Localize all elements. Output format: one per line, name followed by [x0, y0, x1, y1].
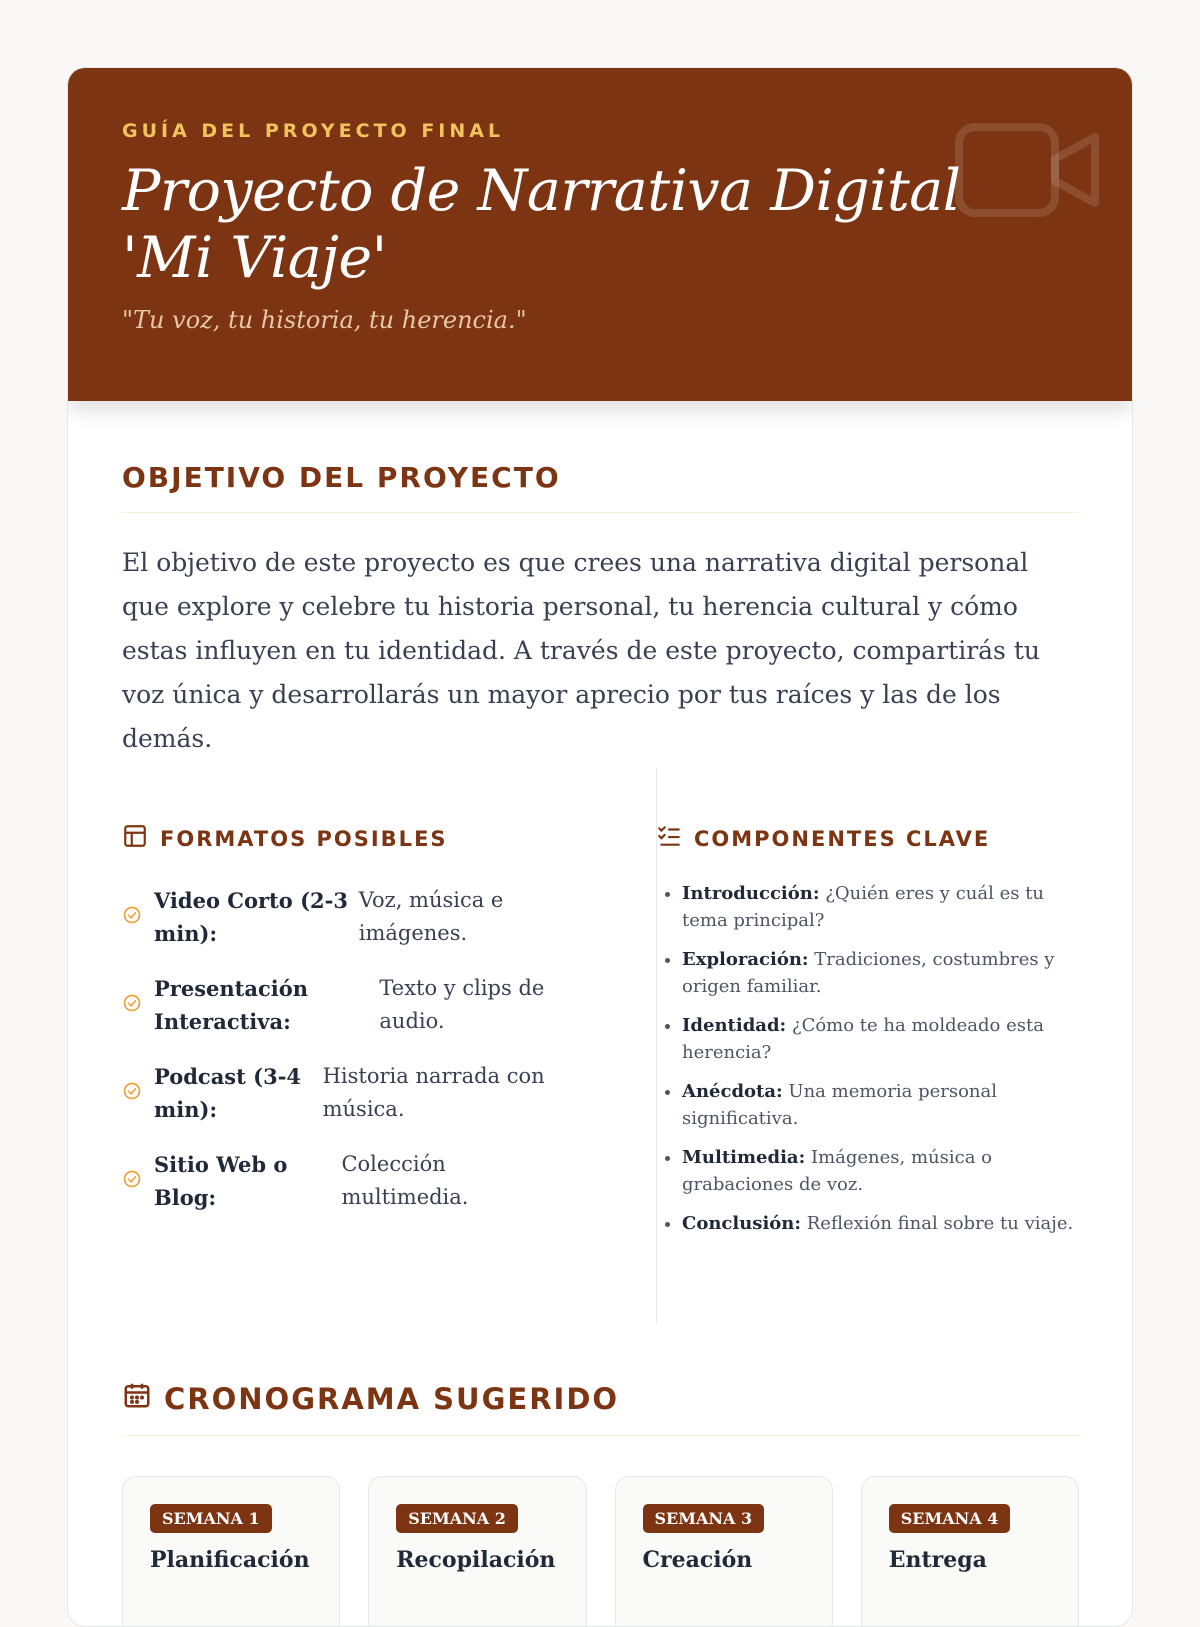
objective-text: El objetivo de este proyecto es que crees una narrativa digital personal que explore y celebre tu historia personal, tu herencia cultural y cómo estas influyen en tu identidad. A través de este proyecto, compartirás tu voz única y desarrollarás un mayor aprecio por tus raíces y las de los demás.: [122, 548, 1040, 753]
video-camera-icon: [955, 123, 1101, 223]
objective-divider: [122, 512, 1078, 513]
component-item: [682, 946, 1079, 1000]
components-title: COMPONENTES CLAVE: [694, 826, 991, 851]
page-title: Proyecto de Narrativa Digital 'Mi Viaje': [122, 158, 961, 291]
formats-list: [122, 884, 552, 1214]
component-name: Multimedia:: [682, 1147, 806, 1168]
formats-heading: [122, 823, 552, 854]
week-title: Creación: [642, 1547, 753, 1573]
week-badge: SEMANA 4: [889, 1504, 1011, 1533]
check-circle-icon: [122, 905, 142, 929]
component-item: [682, 1078, 1079, 1132]
components-section: [656, 823, 1079, 1249]
week-badge: SEMANA 1: [150, 1504, 272, 1533]
formats-title: FORMATOS POSIBLES: [160, 826, 448, 851]
week-card: [861, 1476, 1079, 1627]
format-item: [122, 972, 552, 1038]
format-name: Podcast (3-4 min):: [154, 1064, 302, 1122]
component-name: Anécdota:: [682, 1081, 783, 1102]
header-banner: [68, 68, 1132, 401]
calendar-icon: [122, 1380, 152, 1417]
component-description: ¿Quién eres y cuál es tu tema principal?: [682, 883, 1045, 931]
component-item: [682, 880, 1079, 934]
week-title: Entrega: [888, 1547, 987, 1573]
objective-section: [68, 401, 1132, 761]
component-description: Imágenes, música o grabaciones de voz.: [682, 1147, 993, 1195]
component-name: Conclusión:: [682, 1213, 802, 1234]
layout-icon: [122, 823, 148, 854]
component-description: Reflexión final sobre tu viaje.: [806, 1213, 1074, 1234]
component-item: [682, 1012, 1079, 1066]
component-name: Identidad:: [682, 1015, 787, 1036]
format-item: [122, 884, 552, 950]
format-name: Video Corto (2-3 min):: [154, 888, 348, 946]
components-list: [656, 880, 1079, 1237]
format-description: Voz, música e imágenes.: [358, 888, 504, 945]
component-description: Una memoria personal significativa.: [682, 1081, 998, 1129]
check-circle-icon: [122, 993, 142, 1017]
weeks-list: [122, 1476, 1079, 1627]
component-item: [682, 1144, 1079, 1198]
week-badge: SEMANA 2: [396, 1504, 518, 1533]
formats-section: [122, 823, 552, 1236]
week-card: [615, 1476, 833, 1627]
format-description: Texto y clips de audio.: [379, 976, 545, 1033]
week-title: Recopilación: [396, 1547, 556, 1573]
check-circle-icon: [122, 1081, 142, 1105]
schedule-title: CRONOGRAMA SUGERIDO: [164, 1381, 620, 1416]
schedule-heading: [122, 1380, 1079, 1417]
component-description: ¿Cómo te ha moldeado esta herencia?: [682, 1015, 1044, 1063]
component-item: [682, 1210, 1079, 1237]
week-card: [122, 1476, 340, 1627]
checklist-icon: [656, 823, 682, 854]
project-guide-card: [67, 67, 1133, 1627]
components-heading: [656, 823, 1079, 854]
header-kicker: GUÍA DEL PROYECTO FINAL: [122, 120, 505, 142]
week-title: Planificación: [150, 1547, 310, 1573]
format-item: [122, 1148, 552, 1214]
week-badge: SEMANA 3: [643, 1504, 765, 1533]
format-item: [122, 1060, 552, 1126]
format-name: Sitio Web o Blog:: [154, 1152, 288, 1210]
format-description: Colección multimedia.: [341, 1152, 469, 1209]
component-name: Introducción:: [682, 883, 820, 904]
objective-title: OBJETIVO DEL PROYECTO: [122, 461, 561, 494]
schedule-divider: [122, 1435, 1079, 1436]
component-description: Tradiciones, costumbres y origen familiar.: [682, 949, 1055, 997]
schedule-section: [122, 1380, 1079, 1627]
details-columns: [122, 768, 1079, 1323]
component-name: Exploración:: [682, 949, 809, 970]
check-circle-icon: [122, 1169, 142, 1193]
header-tagline: "Tu voz, tu historia, tu herencia.": [122, 306, 527, 334]
format-description: Historia narrada con música.: [322, 1064, 545, 1121]
format-name: Presentación Interactiva:: [154, 976, 309, 1034]
week-card: [368, 1476, 586, 1627]
